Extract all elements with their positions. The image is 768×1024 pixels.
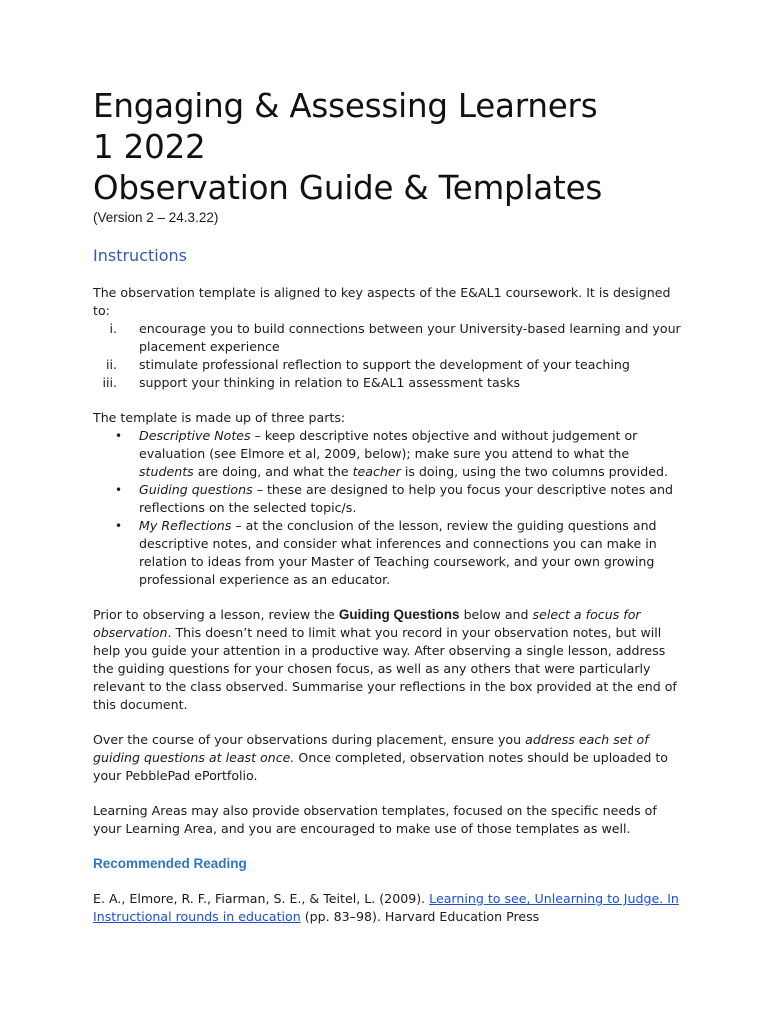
course-paragraph — [93, 731, 683, 785]
list-item-text: encourage you to build connections between your University-based learning and your placement experience — [139, 321, 681, 354]
instructions-heading: Instructions — [93, 246, 187, 265]
part-term: Guiding questions — [139, 482, 253, 497]
prior-text: . This doesn’t need to limit what you record in your observation notes, but will help you guide your attention in a productive way. After observing a single lesson, address the guiding questions for your chosen focus, as well as any others that were particularly relevant to the class observed. Summarise your reflections in the box provided at the end of this document. — [93, 625, 677, 712]
list-item — [93, 356, 683, 374]
prior-text: below and — [459, 607, 533, 622]
list-number: i. — [109, 321, 117, 336]
list-item — [93, 481, 683, 517]
parts-list — [93, 427, 683, 589]
title-line-1: Engaging & Assessing Learners — [93, 87, 598, 125]
part-text: – at the conclusion of the lesson, review the guiding questions and descriptive notes, and consider what inferences and connections you can make in relation to ideas from your Master of Teaching coursework, and your own growing professional experience as an educator. — [139, 518, 657, 587]
part-text: – these are designed to help you focus your descriptive notes and reflections on the selected topic/s. — [139, 482, 673, 515]
reference-entry — [93, 890, 683, 926]
reference-link[interactable]: Learning to see, Unlearning to Judge. In Instructional rounds in education — [93, 891, 679, 924]
document-title — [93, 86, 683, 209]
bullet-icon: • — [115, 483, 123, 497]
document-page — [93, 86, 683, 926]
list-number: iii. — [102, 375, 117, 390]
recommended-reading-heading: Recommended Reading — [93, 856, 247, 871]
list-item — [93, 320, 683, 356]
guiding-questions-emphasis: Guiding Questions — [338, 607, 460, 622]
part-term: My Reflections — [139, 518, 232, 533]
parts-intro: The template is made up of three parts: — [93, 410, 346, 425]
prior-emphasis: select a focus for observation — [93, 607, 641, 640]
intro-paragraph: The observation template is aligned to key aspects of the E&AL1 coursework. It is designed to: — [93, 285, 671, 318]
bullet-icon: • — [115, 519, 123, 533]
reference-text: (pp. 83–98). Harvard Education Press — [300, 909, 540, 924]
list-item — [93, 427, 683, 481]
part-text: – keep descriptive notes objective and without judgement or evaluation (see Elmore et al, 2009, below); make sure you attend to what the — [139, 428, 638, 461]
aims-list — [93, 320, 683, 392]
prior-text: Prior to observing a lesson, review the — [93, 607, 339, 622]
part-emphasis: teacher — [352, 464, 401, 479]
prior-paragraph — [93, 606, 683, 714]
list-item — [93, 374, 683, 392]
course-text: Over the course of your observations during placement, ensure you — [93, 732, 526, 747]
course-emphasis: address each set of guiding questions at least once. — [93, 732, 649, 765]
title-line-3: Observation Guide & Templates — [93, 169, 603, 207]
title-line-2: 1 2022 — [93, 128, 206, 166]
learning-areas-paragraph: Learning Areas may also provide observation templates, focused on the specific needs of your Learning Area, and you are encouraged to make use of those templates as well. — [93, 803, 657, 836]
list-item — [93, 517, 683, 589]
course-text: Once completed, observation notes should be uploaded to your PebblePad ePortfolio. — [93, 750, 668, 783]
list-item-text: stimulate professional reflection to support the development of your teaching — [139, 357, 630, 372]
reference-text: E. A., Elmore, R. F., Fiarman, S. E., & Teitel, L. (2009). — [93, 891, 430, 906]
part-emphasis: students — [139, 464, 194, 479]
part-text: is doing, using the two columns provided. — [400, 464, 668, 479]
bullet-icon: • — [115, 429, 123, 443]
part-term: Descriptive Notes — [139, 428, 251, 443]
list-number: ii. — [105, 357, 117, 372]
part-text: are doing, and what the — [193, 464, 353, 479]
version-note: (Version 2 – 24.3.22) — [93, 210, 219, 225]
list-item-text: support your thinking in relation to E&AL1 assessment tasks — [139, 375, 521, 390]
